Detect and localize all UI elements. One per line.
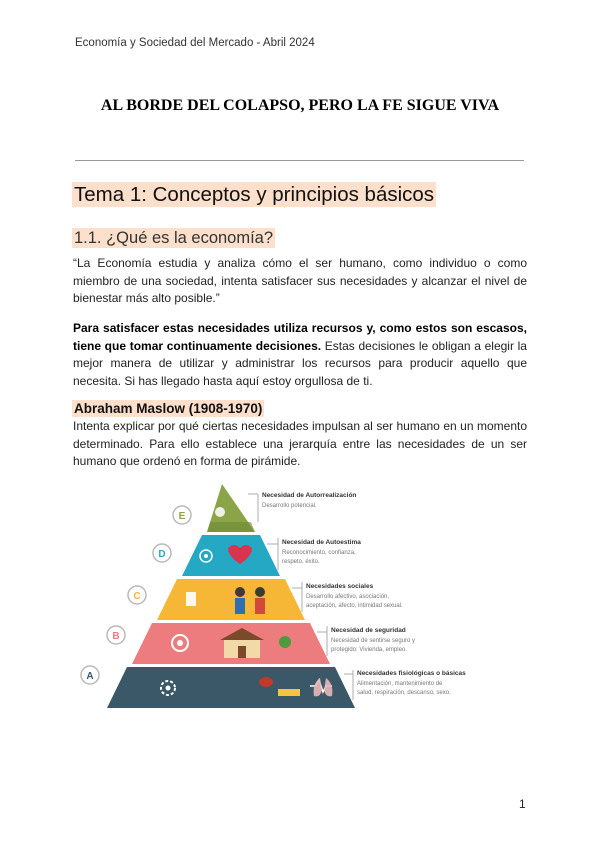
resources-paragraph-bold: Para satisfacer estas necesidades utiliza recursos y, como estos son escasos, tiene que tomar continuamente decisiones. xyxy=(73,321,527,353)
document-title: AL BORDE DEL COLAPSO, PERO LA FE SIGUE VIVA xyxy=(100,97,500,114)
level-e-title: Necesidad de Autorrealización xyxy=(262,492,357,499)
people-icon-body-1 xyxy=(235,598,245,614)
level-d-title: Necesidad de Autoestima xyxy=(282,539,361,546)
maslow-heading xyxy=(72,401,264,416)
hourglass-icon xyxy=(186,592,196,606)
page-number: 1 xyxy=(519,797,526,811)
level-e-desc: Desarrollo potencial. xyxy=(262,503,317,509)
level-b-desc-1: Necesidad de sentirse seguro y xyxy=(331,638,416,644)
resources-paragraph xyxy=(73,320,527,390)
level-a-title: Necesidades fisiológicas o básicas xyxy=(357,670,466,677)
person-icon xyxy=(215,507,225,517)
section-heading xyxy=(72,183,436,207)
eye-icon-pupil xyxy=(204,554,208,558)
letter-a: A xyxy=(86,671,94,682)
food-icon xyxy=(259,677,273,687)
letter-e: E xyxy=(178,511,186,522)
level-c-desc-1: Desarrollo afectivo, asociación, xyxy=(306,594,390,600)
maslow-paragraph: Intenta explicar por qué ciertas necesidades impulsan al ser humano en un momento determinado. Para ello establece una jerarquía entre las necesidades de un ser humano que ordenó en forma de pirámide. xyxy=(73,419,527,468)
letter-d: D xyxy=(158,549,166,560)
target-icon-center xyxy=(177,640,183,646)
pyramid-tier-e-base xyxy=(207,522,255,532)
level-c-desc-2: aceptación, afecto, intimidad sexual. xyxy=(306,603,403,609)
house-icon-door xyxy=(238,646,246,658)
level-b-desc-2: protegido: Vivienda, empleo. xyxy=(331,647,407,653)
section-heading-text: Tema 1: Conceptos y principios básicos xyxy=(74,183,435,206)
economy-quote: “La Economía estudia y analiza cómo el ser humano, como individuo o como miembro de una sociedad, intenta satisfacer sus necesidades y alcanzar el nivel de bienestar más alto posible.” xyxy=(73,256,527,305)
level-d-desc-2: respeto, éxito. xyxy=(282,559,320,565)
people-icon-head-1 xyxy=(235,587,245,597)
gear-icon-center xyxy=(166,686,171,691)
title-divider xyxy=(75,160,524,161)
level-c-title: Necesidades sociales xyxy=(306,583,374,590)
letter-c: C xyxy=(133,591,141,602)
pyramid-tier-c xyxy=(157,579,305,620)
pyramid-level-a xyxy=(81,666,466,708)
level-a-desc-2: salud, respiración, descanso, sexo. xyxy=(357,690,451,696)
bed-icon xyxy=(278,689,300,696)
maslow-pyramid xyxy=(70,482,490,712)
pyramid-level-c xyxy=(128,579,403,620)
subsection-heading xyxy=(72,229,275,248)
people-icon-head-2 xyxy=(255,587,265,597)
people-icon-body-2 xyxy=(255,598,265,614)
resources-paragraph-rest: Estas decisiones le obligan a elegir la mejor manera de utilizar y administrar los recursos para producir aquello que necesita. Si has llegado hasta aquí estoy orgullosa de ti. xyxy=(73,338,527,388)
level-d-desc-1: Reconocimiento, confianza, xyxy=(282,550,356,556)
letter-b: B xyxy=(112,631,120,642)
running-header: Economía y Sociedad del Mercado - Abril 2024 xyxy=(75,37,315,49)
pyramid-level-e xyxy=(173,484,356,532)
tree-icon xyxy=(279,636,291,648)
level-a-desc-1: Alimentación, mantenimiento de xyxy=(357,681,443,687)
level-b-title: Necesidad de seguridad xyxy=(331,627,406,634)
pyramid-level-d xyxy=(153,535,361,576)
pyramid-level-b xyxy=(107,623,415,664)
maslow-heading-text: Abraham Maslow (1908-1970) xyxy=(74,401,263,416)
subsection-heading-text: 1.1. ¿Qué es la economía? xyxy=(74,229,274,247)
